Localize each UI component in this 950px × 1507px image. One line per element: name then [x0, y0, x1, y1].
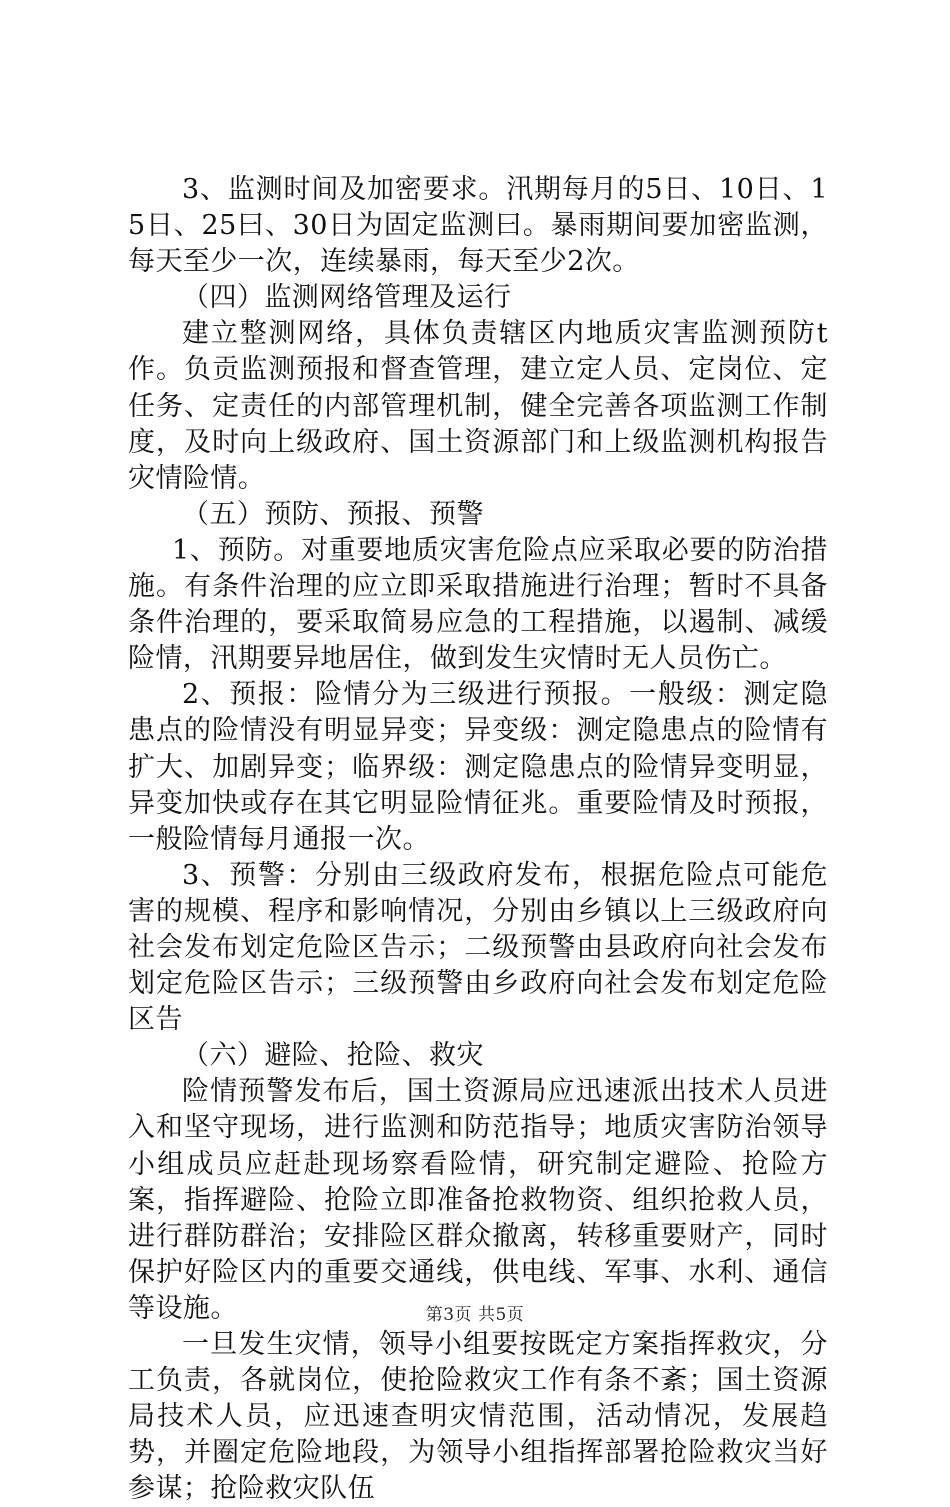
paragraph-after-warning: 险情预警发布后，国土资源局应迅速派出技术人员进入和坚守现场，进行监测和防范指导；地质灾害防治领导小组成员应赶赴现场察看险情，研究制定避险、抢险方案，指挥避险、抢险立即准备抢救物资、组织抢救人员，进行群防群治；安排险区群众撤离，转移重要财产，同时保护好险区内的重要交通线，供电线、军事、水利、通信等设施。: [128, 1076, 828, 1324]
paragraph-monitoring-network: 建立整测网络，具体负责辖区内地质灾害监测预防t作。负贡监测预报和督查管理，建立定人员、定岗位、定任务、定责任的内部管理机制，健全完善各项监测工作制度，及时向上级政府、国土资源部门和上级监测机构报告灾情险情。: [128, 318, 828, 494]
paragraph-forecast: 2、预报：险情分为三级进行预报。一般级：测定隐患点的险情没有明显异变；异变级：测定隐患点的险情有扩大、加剧异变；临界级：测定隐患点的险情异变明显，异变加快或存在其它明显险情征兆。重要险情及时预报，一般险情每月通报一次。: [128, 679, 828, 855]
heading-monitoring-network: （四）监测网络管理及运行: [182, 282, 512, 314]
paragraph-warning: 3、预警：分别由三级政府发布，根据危险点可能危害的规模、程序和影响情况，分别由乡镇以上三级政府向社会发布划定危险区告示；二级预警由县政府向社会发布划定危险区告示；三级预警由乡政府向社会发布划定危险区告: [128, 859, 828, 1036]
heading-prevention-forecast-warning: （五）预防、预报、预警: [182, 498, 484, 530]
paragraph-monitoring-time: 3、监测时间及加密要求。汛期每月的5日、10日、15日、25曰、30日为固定监测曰。暴雨期间要加密监测，每天至少一次，连续暴雨，每天至少2次。: [128, 174, 828, 278]
paragraph-disaster-response: 一旦发生灾情，领导小组要按既定方案指挥救灾，分工负责，各就岗位，使抢险救灾工作有条不紊；国土资源局技术人员，应迅速查明灾情范围，活动情况，发展趋势，并圈定危险地段，为领导小组指挥部署抢险救灾当好参谋；抢险救灾队伍: [128, 1329, 828, 1505]
page-number-footer: 第3页 共5页: [425, 1305, 525, 1325]
paragraph-prevention: 1、预防。对重要地质灾害危险点应采取必要的防治措施。有条件治理的应立即采取措施进行治理；暂时不具备条件治理的，要采取简易应急的工程措施，以遏制、减缓险情，汛期要异地居住，做到发生灾情时无人员伤亡。: [128, 534, 828, 675]
heading-rescue: （六）避险、抢险、救灾: [182, 1040, 484, 1072]
